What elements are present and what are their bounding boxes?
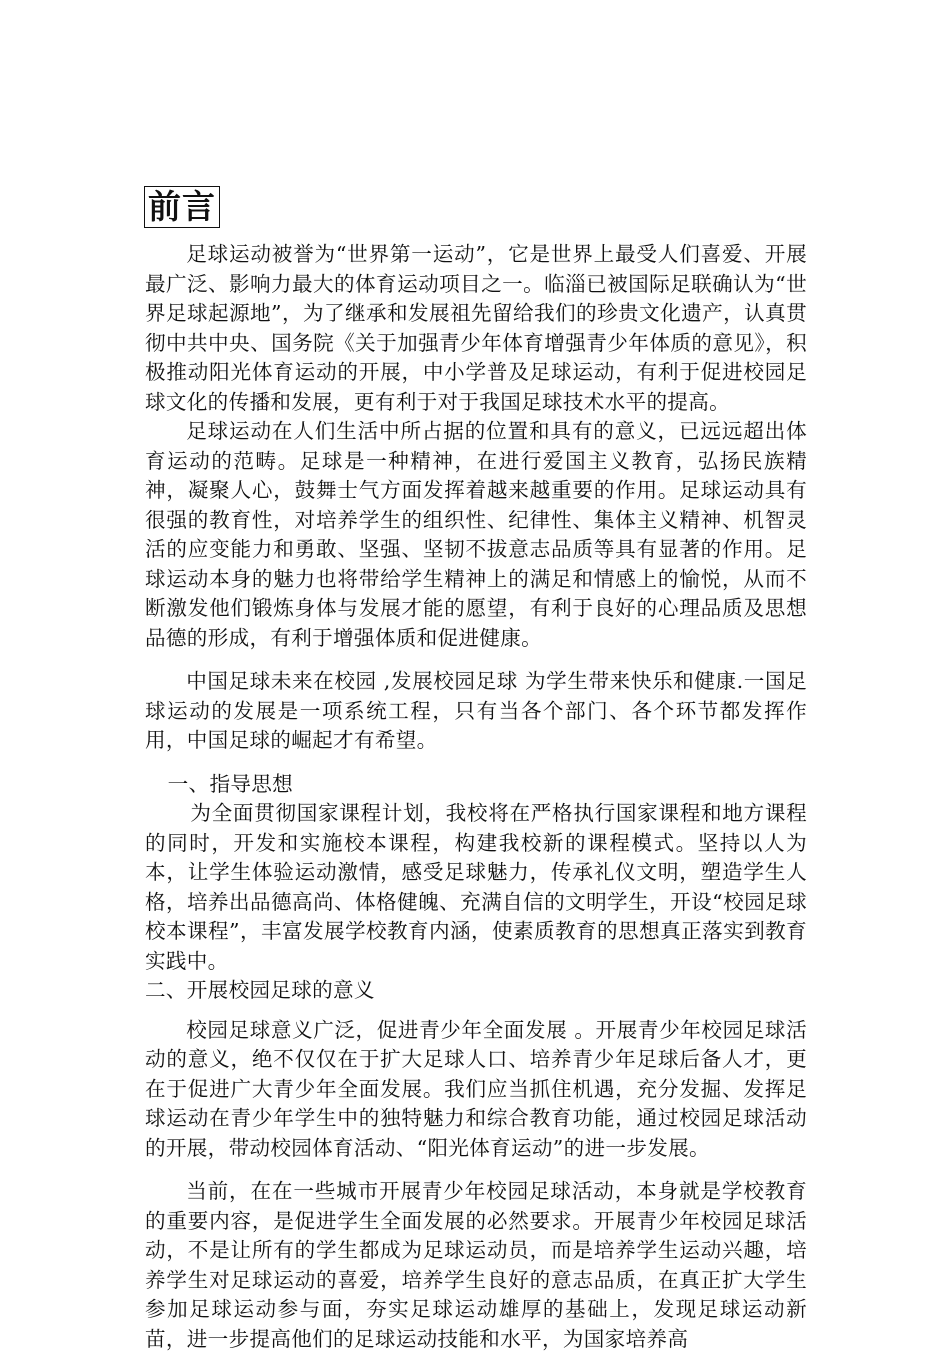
section-heading-guiding-ideology: 一、指导思想 — [167, 771, 294, 796]
paragraph-guiding-ideology: 为全面贯彻国家课程计划，我校将在严格执行国家课程和地方课程的同时，开发和实施校本课程，构建我校新的课程模式。坚持以人为本，让学生体验运动激情，感受足球魅力，传承礼仪文明，塑造学生人格，培养出品德高尚、体格健魄、充满自信的文明学生，开设“校园足球校本课程”，丰富发展学校教育内涵，使素质教育的思想真正落实到教育实践中。 — [145, 801, 807, 973]
paragraph-meaning: 校园足球意义广泛，促进青少年全面发展 。开展青少年校园足球活动的意义，绝不仅仅在于扩大足球人口、培养青少年足球后备人才，更在于促进广大青少年全面发展。我们应当抓住机遇，充分发掘、发挥足球运动在青少年学生中的独特魅力和综合教育功能，通过校园足球活动的开展，带动校园体育活动、“阳光体育运动”的进一步发展。 — [145, 1017, 807, 1160]
document-body — [145, 240, 807, 1354]
paragraph-significance: 足球运动在人们生活中所占据的位置和具有的意义，已远远超出体育运动的范畴。足球是一种精神，在进行爱国主义教育，弘扬民族精神，凝聚人心，鼓舞士气方面发挥着越来越重要的作用。足球运动具有很强的教育性，对培养学生的组织性、纪律性、集体主义精神、机智灵活的应变能力和勇敢、坚强、坚韧不拔意志品质等具有显著的作用。足球运动本身的魅力也将带给学生精神上的满足和情感上的愉悦，从而不断激发他们锻炼身体与发展才能的愿望，有利于良好的心理品质及思想品德的形成，有利于增强体质和促进健康。 — [145, 419, 807, 650]
paragraph-intro: 足球运动被誉为“世界第一运动”，它是世界上最受人们喜爱、开展最广泛、影响力最大的体育运动项目之一。临淄已被国际足联确认为“世界足球起源地”，为了继承和发展祖先留给我们的珍贵文化遗产，认真贯彻中共中央、国务院《关于加强青少年体育增强青少年体质的意见》，积极推动阳光体育运动的开展，中小学普及足球运动，有利于促进校园足球文化的传播和发展，更有利于对于我国足球技术水平的提高。 — [145, 242, 807, 414]
section-heading-meaning: 二、开展校园足球的意义 — [145, 978, 375, 1002]
paragraph-future: 中国足球未来在校园 ,发展校园足球 为学生带来快乐和健康.一国足球运动的发展是一项系统工程，只有当各个部门、各个环节都发挥作用，中国足球的崛起才有希望。 — [145, 669, 807, 752]
page-title: 前言 — [144, 186, 220, 228]
paragraph-current: 当前，在在一些城市开展青少年校园足球活动，本身就是学校教育的重要内容，是促进学生全面发展的必然要求。开展青少年校园足球活动，不是让所有的学生都成为足球运动员，而是培养学生运动兴趣，培养学生对足球运动的喜爱，培养学生良好的意志品质，在真正扩大学生参加足球运动参与面，夯实足球运动雄厚的基础上，发现足球运动新苗，进一步提高他们的足球运动技能和水平，为国家培养高 — [145, 1179, 807, 1351]
